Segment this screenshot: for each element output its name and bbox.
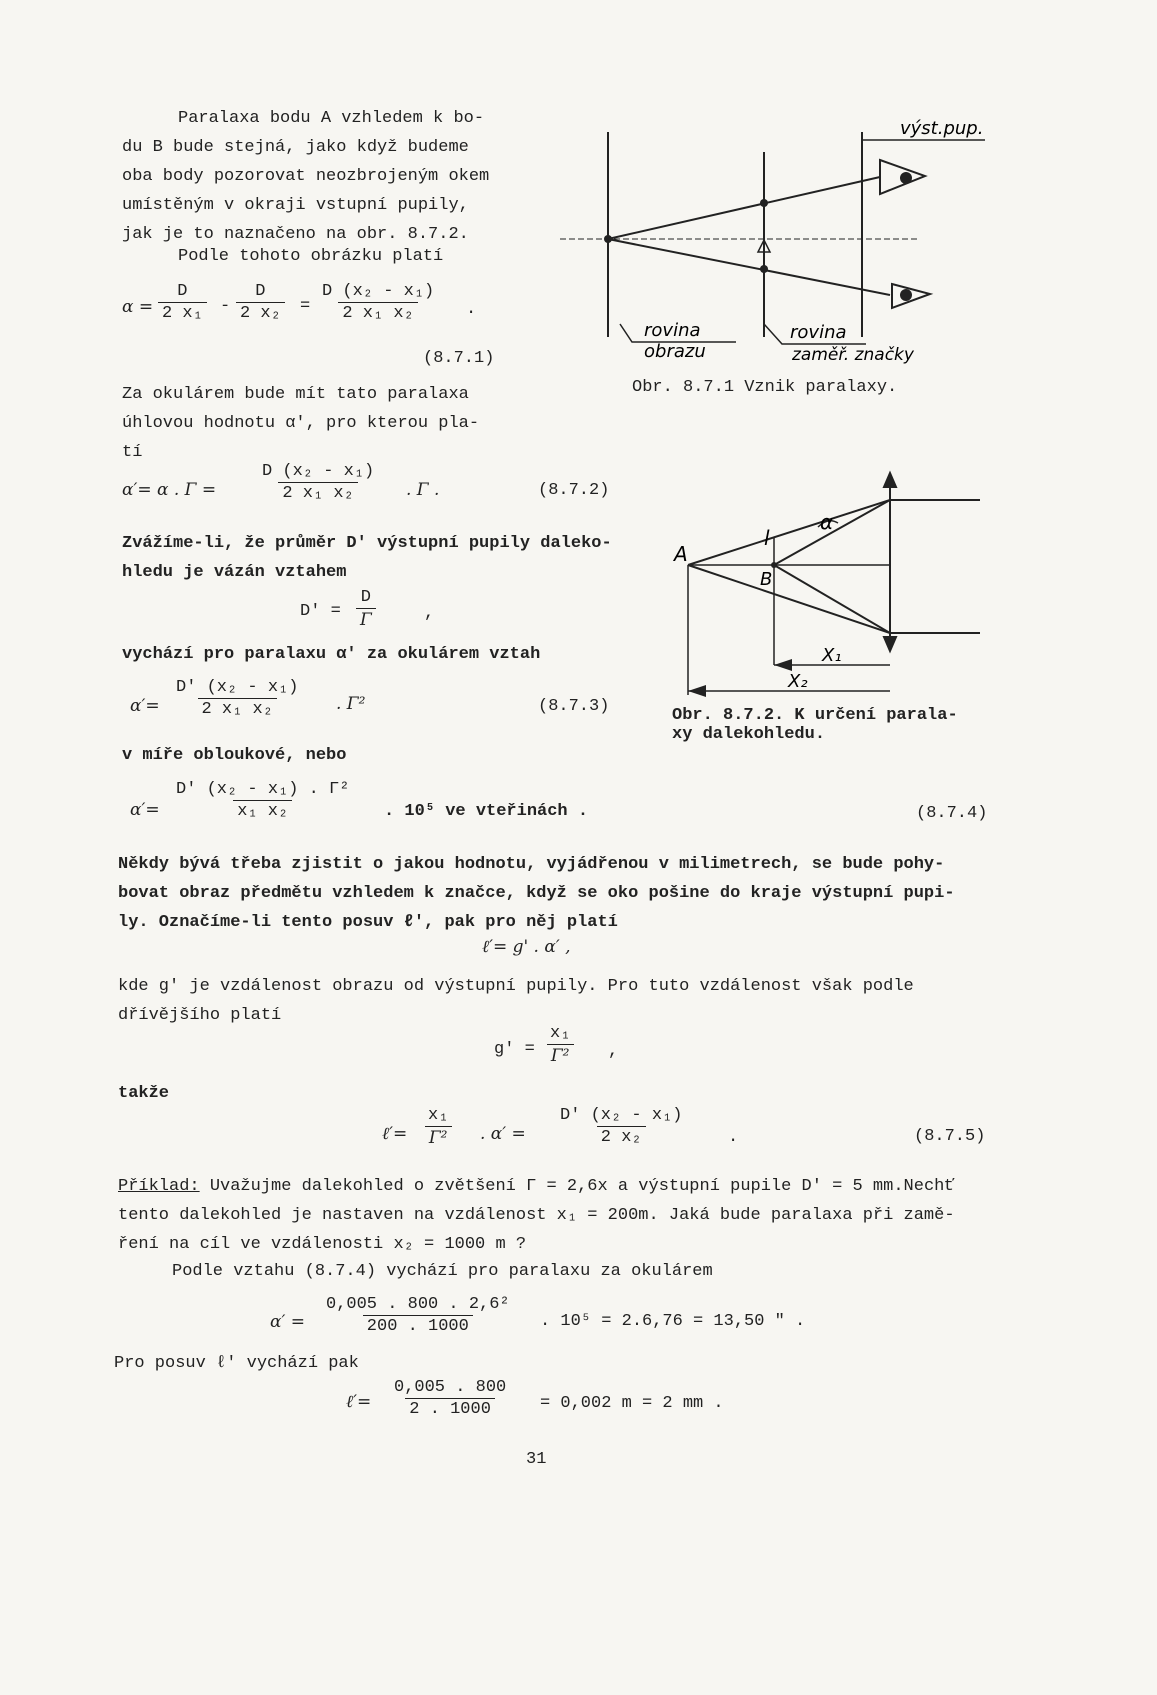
eq6-denominator: 200 . 1000 <box>363 1315 473 1336</box>
lens-arrow-top <box>884 473 896 487</box>
label-x2: X₂ <box>788 671 808 692</box>
example-text: Uvažujme dalekohled o zvětšení Γ = 2,6x a výstupní pupile D' = 5 mm.Nechť tento dalekohled je nastaven na vzdálenost x₁ = 200m. Jaká bude paralaxa při zamě- ření na cíl ve vzdálenosti x₂ = 1000 m ? <box>118 1177 955 1254</box>
eye-upper-pupil <box>900 172 912 184</box>
eq7-lhs: ℓ′= <box>346 1392 372 1412</box>
figure-8-7-1 <box>560 112 1000 397</box>
eq6-tail: . 10⁵ = 2.6,76 = 13,50 " . <box>540 1312 806 1331</box>
eq1-lhs: α = <box>122 297 154 317</box>
eq2-tail: . Γ . <box>406 480 440 500</box>
eq5-f1-numerator: x₁ <box>428 1106 449 1125</box>
eq5-mid: . α′ = <box>480 1124 526 1144</box>
eq5-fraction-2 <box>556 1106 686 1147</box>
label-reticle-plane-2: zaměř. značky <box>792 345 914 365</box>
ray-a-upper <box>688 500 890 565</box>
x1-arrowhead <box>774 659 792 671</box>
eq1-fraction-3 <box>318 282 438 323</box>
eq6-numerator: 0,005 . 800 . 2,6² <box>326 1295 510 1314</box>
eq4-fraction <box>172 780 353 821</box>
example-label: Příklad: <box>118 1177 200 1196</box>
eq6-fraction <box>322 1295 514 1336</box>
eq5-number: (8.7.5) <box>914 1127 986 1146</box>
upper-ray <box>608 177 880 239</box>
eq1-fraction-1 <box>158 282 207 323</box>
eqd-tail: , <box>424 604 435 623</box>
intro-paragraph: Paralaxa bodu A vzhledem k bo- du B bude stejná, jako když budeme oba body pozorovat neozbrojeným okem umístěným v okraji vstupní pupily, jak je to naznačeno na obr. 8.7.2. <box>122 109 490 244</box>
figure-8-7-2-caption: Obr. 8.7.2. K určení parala- xy dalekohledu. <box>672 706 958 744</box>
eq1-f1-numerator: D <box>177 282 188 301</box>
paragraph-therefore: takže <box>118 1084 170 1103</box>
eqg-denominator: Γ² <box>547 1044 574 1066</box>
eq6-lhs: α′ = <box>270 1312 305 1332</box>
eqg-tail: , <box>608 1042 619 1061</box>
paragraph-image-distance: kde g' je vzdálenost obrazu od výstupní pupily. Pro tuto vzdálenost však podle dřívějšího platí <box>118 977 914 1025</box>
eq2-numerator: D (x₂ - x₁) <box>262 462 375 481</box>
eq5-fraction-1 <box>424 1106 452 1148</box>
eq1-f2-numerator: D <box>255 282 266 301</box>
paragraph-arc-measure: v míře obloukové, nebo <box>122 746 347 765</box>
eqg-numerator: x₁ <box>550 1024 571 1043</box>
eq2-number: (8.7.2) <box>538 481 610 500</box>
reticle-upper-point <box>760 199 768 207</box>
point-b <box>771 562 777 568</box>
eq3-number: (8.7.3) <box>538 697 610 716</box>
paragraph-angular-value: Za okulárem bude mít tato paralaxa úhlovou hodnotu α′, pro kterou pla- tí <box>122 385 480 462</box>
eq4-number: (8.7.4) <box>916 804 988 823</box>
eye-lower-pupil <box>900 289 912 301</box>
label-l: l <box>764 526 770 550</box>
eq4-tail: . 10⁵ ve vteřinách . <box>384 802 589 821</box>
label-alpha: α <box>820 510 834 534</box>
label-reticle-plane-1: rovina <box>790 322 847 343</box>
eq4-denominator: x₁ x₂ <box>233 800 292 821</box>
eq2-denominator: 2 x₁ x₂ <box>278 482 357 503</box>
paragraph-shift-definition: Někdy bývá třeba zjistit o jakou hodnotu, vyjádřenou v milimetrech, se bude pohy- bovat obraz předmětu vzhledem k značce, když se oko pošine do kraje výstupní pupi- ly. Označíme-li tento posuv ℓ′, pak pro něj platí <box>118 855 955 932</box>
eq1-f1-denominator: 2 x₁ <box>158 302 207 323</box>
image-point <box>604 235 612 243</box>
label-point-b: B <box>760 569 773 590</box>
eq7-fraction <box>390 1378 510 1419</box>
eqg-fraction <box>546 1024 574 1066</box>
eq7-numerator: 0,005 . 800 <box>394 1378 507 1397</box>
eq4-numerator: D' (x₂ - x₁) . Γ² <box>176 780 350 799</box>
intro-lead: Podle tohoto obrázku platí <box>178 247 444 266</box>
eq5-tail: . <box>728 1128 739 1147</box>
eq5-f2-denominator: 2 x₂ <box>597 1126 646 1147</box>
paragraph-parallax-relation: vychází pro paralaxu α′ za okulárem vztah <box>122 645 541 664</box>
eq3-fraction <box>172 678 302 719</box>
lens-arrow-bottom <box>884 637 896 651</box>
eq1-minus: - <box>220 297 231 316</box>
reticle-lower-point <box>760 265 768 273</box>
eqg-lhs: g' = <box>494 1040 535 1059</box>
lower-ray <box>608 239 890 295</box>
eq3-lhs: α′= <box>130 696 160 716</box>
eq1-f2-denominator: 2 x₂ <box>236 302 285 323</box>
label-exit-pupil: výst.pup. <box>900 118 984 139</box>
eq5-f2-numerator: D' (x₂ - x₁) <box>560 1106 683 1125</box>
label-x1: X₁ <box>822 645 842 666</box>
eq5-f1-denominator: Γ² <box>425 1126 452 1148</box>
eq1-f3-denominator: 2 x₁ x₂ <box>338 302 417 323</box>
figure-8-7-2 <box>668 465 998 705</box>
eq1-tail: . <box>466 300 477 319</box>
eq2-lhs: α′= α . Γ = <box>122 480 217 500</box>
eq1-equals: = <box>300 297 311 316</box>
eq3-tail: . Γ² <box>336 694 366 714</box>
eq1-fraction-2 <box>236 282 285 323</box>
figure-8-7-1-caption: Obr. 8.7.1 Vznik paralaxy. <box>632 378 898 397</box>
label-image-plane-2: obrazu <box>644 341 706 362</box>
example-lead: Podle vztahu (8.7.4) vychází pro paralaxu za okulárem <box>172 1262 713 1281</box>
eqd-fraction <box>356 588 376 630</box>
eq4-lhs: α′= <box>130 800 160 820</box>
eq3-denominator: 2 x₁ x₂ <box>198 698 277 719</box>
eqd-lhs: D' = <box>300 602 341 621</box>
eqd-denominator: Γ <box>356 608 376 630</box>
label-image-plane-1: rovina <box>644 320 701 341</box>
page-number: 31 <box>526 1450 547 1469</box>
eq7-tail: = 0,002 m = 2 mm . <box>540 1394 724 1413</box>
ray-a-lower <box>688 565 890 633</box>
eq1-number: (8.7.1) <box>423 349 495 368</box>
equation-shift: ℓ′= g' . α′ , <box>482 937 571 957</box>
x2-arrowhead <box>688 685 706 697</box>
eq1-f3-numerator: D (x₂ - x₁) <box>322 282 435 301</box>
eq3-numerator: D' (x₂ - x₁) <box>176 678 299 697</box>
eq7-denominator: 2 . 1000 <box>405 1398 495 1419</box>
example-paragraph <box>118 1172 955 1259</box>
eq2-fraction <box>258 462 378 503</box>
paragraph-exit-pupil: Zvážíme-li, že průměr D' výstupní pupily daleko- hledu je vázán vztahem <box>122 534 612 582</box>
label-point-a: A <box>674 542 688 566</box>
paragraph-shift-result: Pro posuv ℓ′ vychází pak <box>114 1354 359 1373</box>
eqd-numerator: D <box>360 588 371 607</box>
eq5-lhs: ℓ′= <box>382 1124 408 1144</box>
